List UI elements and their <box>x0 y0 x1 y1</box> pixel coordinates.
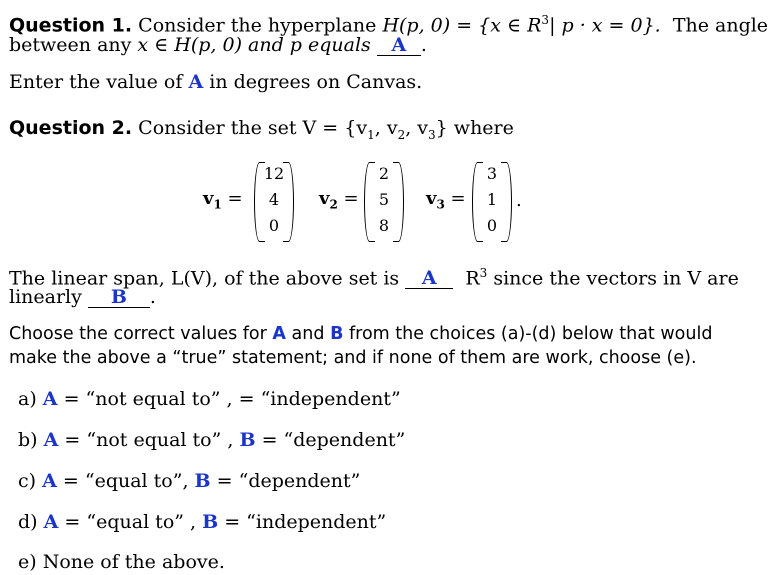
choice-d <box>18 510 386 534</box>
q2-statement-line2 <box>9 285 156 309</box>
q1-label: Question 1. <box>9 14 133 37</box>
q1-set-def-end: | p · x = 0}. <box>549 14 661 37</box>
q2-stmt-c: since the vectors in V are <box>493 267 739 290</box>
choice-b-label: B <box>194 470 211 492</box>
q2-set-rest: } where <box>435 117 514 139</box>
q2-choose-line1 <box>9 322 712 346</box>
vector-v3 <box>472 160 512 242</box>
q1-instruction-var: A <box>188 71 204 93</box>
choice-a-value: = “not equal to” , <box>63 388 233 410</box>
q1-period: . <box>420 34 427 56</box>
q2-choose-2: make the above a “true” statement; and if none of them are work, choose (e). <box>9 348 697 368</box>
q1-line2-a: between any <box>9 34 132 56</box>
choice-a-value: = “equal to”, <box>62 470 189 492</box>
v3-entry-3: 0 <box>486 216 498 235</box>
q2-label: Question 2. <box>9 117 133 139</box>
vector-label-v1: $v_1$ = <box>203 188 243 212</box>
choice-letter: c) <box>18 470 37 492</box>
choice-b-value: = “dependent” <box>216 470 361 492</box>
choice-c <box>18 469 360 493</box>
choice-b-value: = “independent” <box>224 511 387 533</box>
vector-label-v3: $v_3$ = <box>426 188 466 212</box>
vector-label-v2: $v_2$ = <box>319 188 359 212</box>
q1-line2-b: x ∈ H(p, 0) and p equals <box>137 34 371 56</box>
q2-blank-b: B <box>88 287 150 308</box>
vector-display <box>0 160 743 242</box>
choice-b-label: B <box>239 429 256 451</box>
v3-entry-1: 3 <box>486 164 498 183</box>
q1-text-b: The angle <box>672 14 768 37</box>
q2-choose-1A: A <box>272 324 286 344</box>
v2-entry-2: 5 <box>378 190 390 209</box>
vector-v1 <box>254 160 294 242</box>
q1-instruction-b: in degrees on Canvas. <box>209 71 423 93</box>
v1-entry-1: 12 <box>263 164 285 183</box>
choice-b <box>18 428 405 452</box>
choice-b-label: B <box>202 511 219 533</box>
q2-choose-line2 <box>9 346 697 370</box>
q2-choose-1B: B <box>330 324 344 344</box>
v1-entry-2: 4 <box>268 190 280 209</box>
q2-blank-a: A <box>405 268 453 289</box>
choice-a-value: = “not equal to” , <box>64 429 234 451</box>
choice-letter: d) <box>18 511 38 533</box>
q2-stmt-end: . <box>149 286 156 308</box>
q1-line2 <box>9 33 427 57</box>
q1-set-def: H(p, 0) = {x ∈ R <box>382 14 542 37</box>
q2-stmt-b-sup: 3 <box>479 266 488 280</box>
choice-a-label: A <box>42 388 58 410</box>
q2-stmt-a: The linear span, L(V), of the above set is <box>9 267 400 290</box>
q1-set-sup: 3 <box>541 13 550 27</box>
q2-stmt-b: R <box>465 267 480 290</box>
v1-entry-3: 0 <box>268 216 280 235</box>
v2-entry-1: 2 <box>378 164 390 183</box>
vectors-period: . <box>516 190 522 211</box>
q2-line1: Question 2. Consider the set $V = \{v_1$, $v_2$, $v_3$} where <box>9 117 514 142</box>
choice-letter: a) <box>18 388 37 410</box>
q1-blank: A <box>377 35 421 56</box>
q2-text: Consider the set V = {v <box>138 117 368 139</box>
v2-entry-3: 8 <box>378 216 390 235</box>
q2-choose-1b: from the choices (a)-(d) below that would <box>348 324 713 344</box>
choice-a-label: A <box>43 429 59 451</box>
q2-stmt-d: linearly <box>9 286 82 308</box>
choice-b-value: = “dependent” <box>261 429 406 451</box>
q1-text-a: Consider the hyperplane <box>138 14 377 37</box>
choice-a-value: = “equal to” , <box>64 511 197 533</box>
choice-a-label: A <box>43 511 59 533</box>
choice-e: e) None of the above. <box>18 551 225 573</box>
vector-v2 <box>364 160 404 242</box>
choice-a <box>18 387 401 411</box>
choice-a-label: A <box>42 470 57 492</box>
choice-b-value: = “independent” <box>238 388 401 410</box>
q1-instruction-a: Enter the value of <box>9 71 183 93</box>
q1-instruction <box>9 70 422 94</box>
choice-letter: b) <box>18 429 38 451</box>
q2-choose-1and: and <box>291 324 325 344</box>
q2-choose-1a: Choose the correct values for <box>9 324 267 344</box>
v3-entry-2: 1 <box>486 190 498 209</box>
